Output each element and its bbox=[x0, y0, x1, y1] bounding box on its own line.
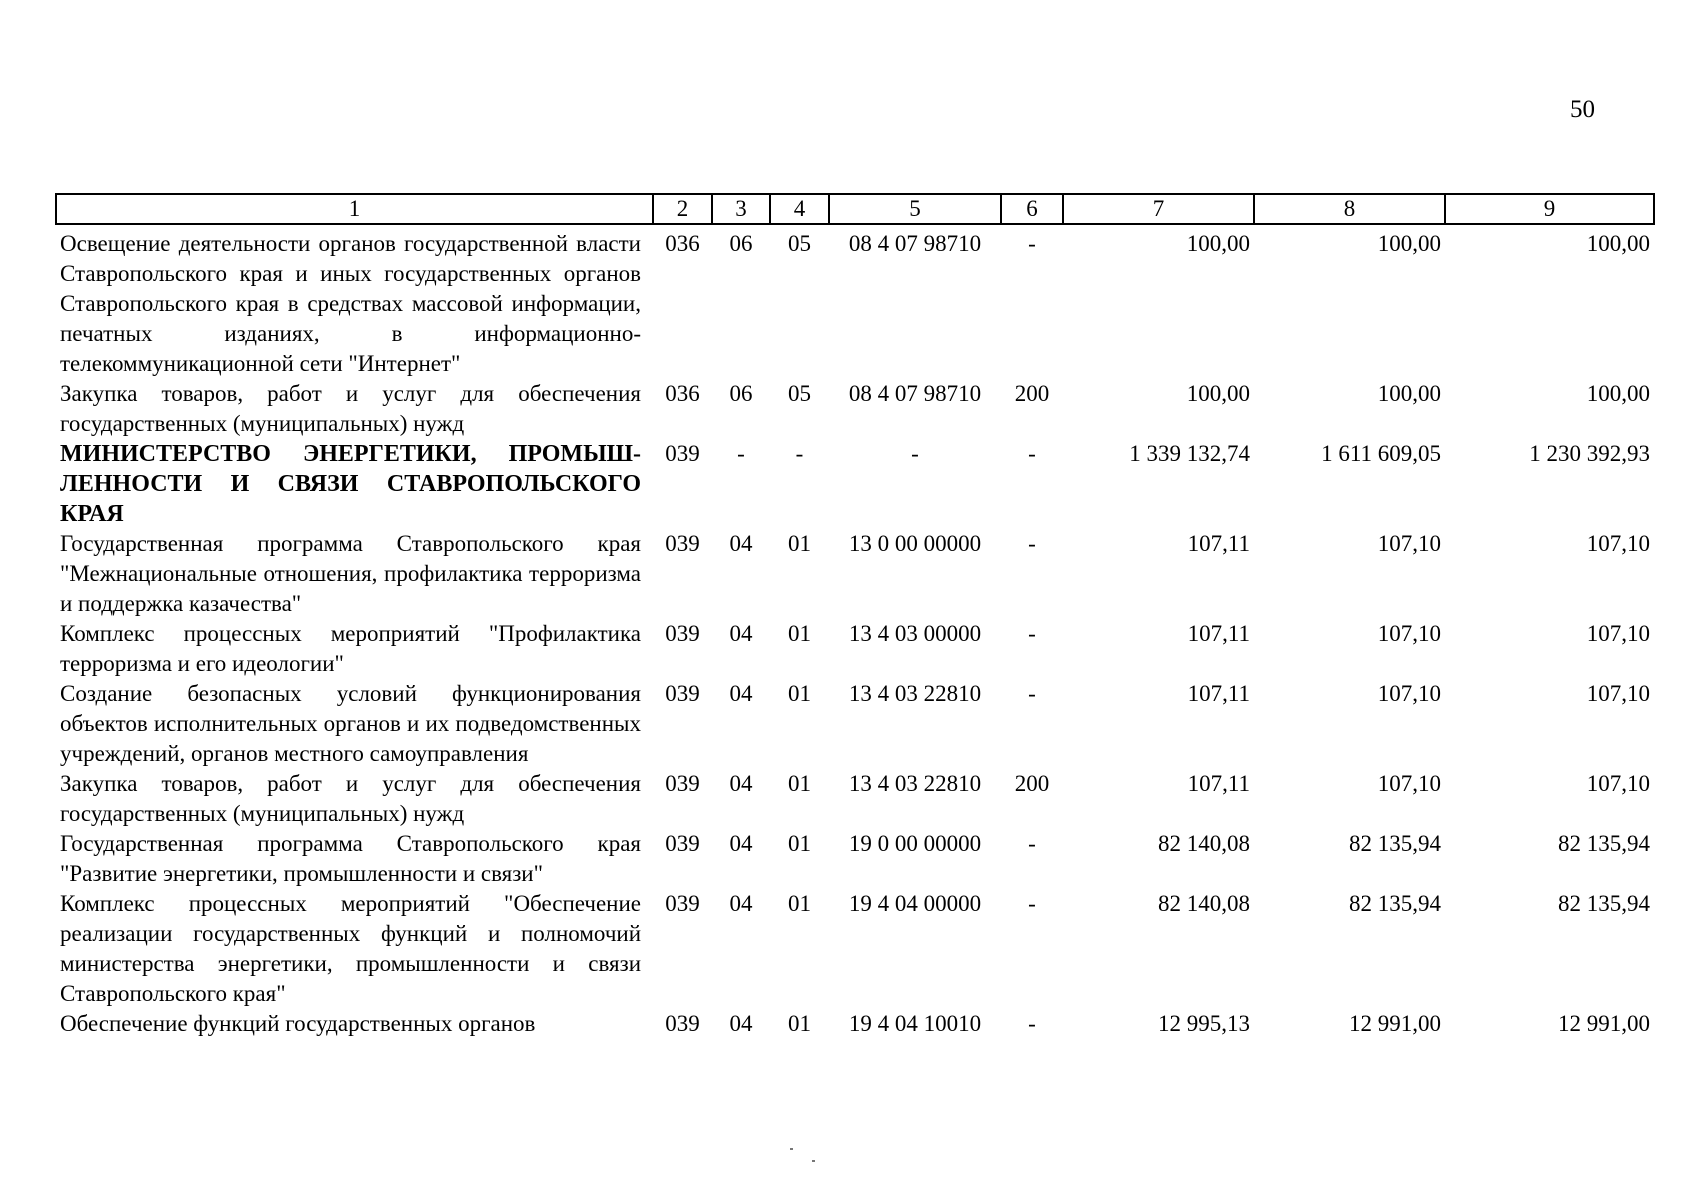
row-amount-col9: 82 135,94 bbox=[1558, 891, 1650, 916]
row-code-expense-type: - bbox=[1028, 621, 1036, 646]
table-row bbox=[56, 224, 1654, 379]
row-code-section: 04 bbox=[729, 1011, 753, 1036]
row-code-subsection: 01 bbox=[788, 621, 811, 646]
row-code-expense-type: - bbox=[1028, 531, 1036, 556]
table-row bbox=[56, 889, 1654, 1009]
row-amount-col8: 107,10 bbox=[1377, 621, 1441, 646]
row-amount-col8: 100,00 bbox=[1377, 381, 1441, 406]
table-row bbox=[56, 829, 1654, 889]
row-code-expense-type: 200 bbox=[1014, 771, 1050, 796]
column-header-1: 1 bbox=[56, 194, 653, 224]
row-code-expense-type: - bbox=[1028, 831, 1036, 856]
row-amount-col9: 82 135,94 bbox=[1558, 831, 1650, 856]
column-header-4: 4 bbox=[770, 194, 829, 224]
row-amount-col9: 107,10 bbox=[1586, 531, 1650, 556]
column-header-9: 9 bbox=[1445, 194, 1654, 224]
row-code-section: - bbox=[737, 441, 745, 466]
row-code-subsection: 01 bbox=[788, 771, 811, 796]
budget-table bbox=[55, 193, 1655, 1039]
row-code-section: 04 bbox=[729, 891, 753, 916]
row-code-section: 04 bbox=[729, 531, 753, 556]
row-code-expense-type: - bbox=[1028, 231, 1036, 256]
row-code-section: 04 bbox=[729, 831, 753, 856]
row-amount-col8: 82 135,94 bbox=[1349, 891, 1441, 916]
row-amount-col7: 12 995,13 bbox=[1158, 1011, 1250, 1036]
row-amount-col7: 107,11 bbox=[1187, 621, 1250, 646]
row-code-ministry: 039 bbox=[665, 531, 700, 556]
column-header-7: 7 bbox=[1063, 194, 1254, 224]
row-code-target: 13 0 00 00000 bbox=[848, 531, 982, 556]
page-number: 50 bbox=[1570, 96, 1595, 123]
row-code-section: 06 bbox=[729, 231, 753, 256]
row-amount-col7: 1 339 132,74 bbox=[1129, 441, 1250, 466]
row-amount-col7: 82 140,08 bbox=[1158, 891, 1250, 916]
row-code-subsection: 01 bbox=[788, 831, 811, 856]
row-name: Государственная программа Ставропольского края "Развитие энергетики, промышленности и связи" bbox=[60, 831, 641, 886]
row-amount-col8: 100,00 bbox=[1377, 231, 1441, 256]
row-amount-col8: 12 991,00 bbox=[1349, 1011, 1441, 1036]
row-amount-col7: 100,00 bbox=[1186, 231, 1250, 256]
row-code-expense-type: - bbox=[1028, 681, 1036, 706]
row-amount-col9: 12 991,00 bbox=[1558, 1011, 1650, 1036]
row-amount-col9: 107,10 bbox=[1586, 621, 1650, 646]
table-row bbox=[56, 379, 1654, 439]
row-name: Освещение деятельности органов государственной власти Ставропольского края и иных государственных органов Ставропольского края в средствах массовой информации, печатных изданиях, в информационно-телекоммуникационной сети "Интернет" bbox=[60, 231, 641, 376]
row-code-ministry: 039 bbox=[665, 441, 700, 466]
column-header-6: 6 bbox=[1001, 194, 1063, 224]
row-code-target: 19 4 04 10010 bbox=[848, 1011, 982, 1036]
row-code-subsection: 05 bbox=[788, 381, 811, 406]
row-code-expense-type: - bbox=[1028, 441, 1036, 466]
row-code-section: 04 bbox=[729, 681, 753, 706]
row-amount-col8: 82 135,94 bbox=[1349, 831, 1441, 856]
row-name: МИНИСТЕРСТВО ЭНЕРГЕТИКИ, ПРОМЫШ-ЛЕННОСТИ И СВЯЗИ СТАВРОПОЛЬСКОГО КРАЯ bbox=[60, 441, 641, 527]
column-header-2: 2 bbox=[653, 194, 712, 224]
row-code-target: 19 0 00 00000 bbox=[848, 831, 982, 856]
row-amount-col8: 107,10 bbox=[1377, 771, 1441, 796]
row-amount-col9: 107,10 bbox=[1586, 771, 1650, 796]
row-amount-col7: 82 140,08 bbox=[1158, 831, 1250, 856]
row-amount-col7: 107,11 bbox=[1187, 531, 1250, 556]
row-name: Обеспечение функций государственных органов bbox=[60, 1011, 536, 1036]
row-code-ministry: 036 bbox=[665, 231, 700, 256]
row-code-subsection: - bbox=[795, 441, 804, 466]
column-header-8: 8 bbox=[1254, 194, 1445, 224]
column-header-5: 5 bbox=[829, 194, 1001, 224]
row-amount-col7: 107,11 bbox=[1187, 771, 1250, 796]
row-amount-col8: 107,10 bbox=[1377, 681, 1441, 706]
row-name: Создание безопасных условий функционирования объектов исполнительных органов и их подведомственных учреждений, органов местного самоуправления bbox=[60, 681, 641, 766]
table-row bbox=[56, 1009, 1654, 1039]
row-amount-col9: 107,10 bbox=[1586, 681, 1650, 706]
row-code-target: 13 4 03 00000 bbox=[848, 621, 982, 646]
row-code-target: 19 4 04 00000 bbox=[848, 891, 982, 916]
header-row bbox=[56, 194, 1654, 224]
row-code-target: - bbox=[911, 441, 919, 466]
row-code-section: 04 bbox=[729, 621, 753, 646]
row-code-ministry: 036 bbox=[665, 381, 700, 406]
row-amount-col8: 107,10 bbox=[1377, 531, 1441, 556]
row-name: Закупка товаров, работ и услуг для обеспечения государственных (муниципальных) нужд bbox=[60, 771, 641, 826]
row-code-subsection: 01 bbox=[788, 681, 811, 706]
row-code-ministry: 039 bbox=[665, 891, 700, 916]
row-name: Комплекс процессных мероприятий "Профилактика терроризма и его идеологии" bbox=[60, 621, 641, 676]
row-code-ministry: 039 bbox=[665, 1011, 700, 1036]
column-header-3: 3 bbox=[712, 194, 770, 224]
row-name: Государственная программа Ставропольского края "Межнациональные отношения, профилактика терроризма и поддержка казачества" bbox=[60, 531, 641, 616]
table-row bbox=[56, 529, 1654, 619]
row-code-section: 06 bbox=[729, 381, 753, 406]
row-code-section: 04 bbox=[729, 771, 753, 796]
row-code-ministry: 039 bbox=[665, 831, 700, 856]
row-amount-col9: 100,00 bbox=[1586, 381, 1650, 406]
table-row bbox=[56, 439, 1654, 529]
row-code-expense-type: - bbox=[1028, 891, 1036, 916]
row-code-target: 08 4 07 98710 bbox=[848, 231, 982, 256]
row-amount-col9: 1 230 392,93 bbox=[1529, 441, 1650, 466]
table-body bbox=[56, 224, 1654, 1039]
row-code-expense-type: 200 bbox=[1014, 381, 1050, 406]
table-row bbox=[56, 619, 1654, 679]
table-row bbox=[56, 769, 1654, 829]
table-header bbox=[56, 194, 1654, 224]
row-code-subsection: 05 bbox=[788, 231, 811, 256]
row-code-ministry: 039 bbox=[665, 621, 700, 646]
row-code-subsection: 01 bbox=[788, 1011, 811, 1036]
scan-speck bbox=[812, 1160, 815, 1162]
row-name: Комплекс процессных мероприятий "Обеспечение реализации государственных функций и полномочий министерства энергетики, промышленности и связи Ставропольского края" bbox=[60, 891, 641, 1006]
row-amount-col9: 100,00 bbox=[1586, 231, 1650, 256]
row-code-subsection: 01 bbox=[788, 531, 811, 556]
row-amount-col8: 1 611 609,05 bbox=[1321, 441, 1441, 466]
row-code-target: 13 4 03 22810 bbox=[848, 681, 982, 706]
row-name: Закупка товаров, работ и услуг для обеспечения государственных (муниципальных) нужд bbox=[60, 381, 641, 436]
row-code-target: 13 4 03 22810 bbox=[848, 771, 982, 796]
row-amount-col7: 100,00 bbox=[1186, 381, 1250, 406]
row-code-subsection: 01 bbox=[788, 891, 811, 916]
row-code-target: 08 4 07 98710 bbox=[848, 381, 982, 406]
row-amount-col7: 107,11 bbox=[1187, 681, 1250, 706]
row-code-expense-type: - bbox=[1028, 1011, 1036, 1036]
row-code-ministry: 039 bbox=[665, 771, 700, 796]
row-code-ministry: 039 bbox=[665, 681, 700, 706]
table-row bbox=[56, 679, 1654, 769]
scan-speck bbox=[790, 1148, 793, 1150]
